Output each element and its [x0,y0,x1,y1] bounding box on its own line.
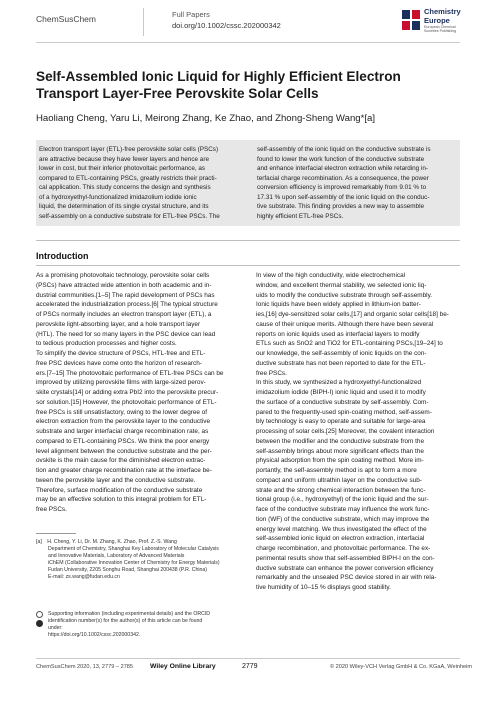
body-line: Therefore, surface modification of the conductive substrate [36,486,203,494]
body-line: between the modifier and the conductive substrate from the [256,437,425,445]
body-line: tional group (i.e., hydroxyethyl) of the ionic liquid and the sur- [256,496,429,504]
footer-citation: ChemSusChem 2020, 13, 2779 – 2785 [36,664,134,670]
abstract-left-column [39,145,241,221]
abstract-line: tive substrate. This finding provides a new way to assemble [257,203,425,210]
journal-name: ChemSusChem [36,14,96,24]
affiliation-label: [a] [36,539,42,545]
body-line: ETLs such as SnO2 and TiO2 for ETL-containing PSCs,[19–24] to [256,340,443,348]
body-line: To simplify the device structure of PSCs, HTL-free and ETL- [36,350,206,357]
abstract-line: highly efficient ETL-free PSCs. [257,212,344,220]
affiliation-line: Fudan University, 2205 Songhu Road, Shanghai 200438 (P.R. China) [48,566,207,573]
body-line: ers.[7–15] The photovoltaic performance of ETL-free PSCs can be [36,369,224,377]
logo-subtitle-line2: Societies Publishing [424,29,457,34]
body-line: physical adsorption from the spin coating method. More im- [256,457,424,465]
affiliation-email[interactable]: E-mail: zs.wang@fudan.edu.cn [48,573,120,580]
abstract-line: cal application. This study concerns the design and synthesis [39,184,211,191]
body-line: charge recombination, and photovoltaic performance. The ex- [256,545,431,552]
doi-link[interactable]: doi.org/10.1002/cssc.202000342 [172,21,281,30]
supporting-info-link[interactable]: https://doi.org/10.1002/cssc.202000342. [48,631,141,638]
abstract-line: Electron transport layer (ETL)-free perovskite solar cells (PSCs) [39,146,219,153]
chemistry-europe-logo-icon [400,8,422,32]
body-right-column [256,271,464,593]
body-left-column [36,271,244,515]
body-line: cause of their unique merits. Although there have been several [256,320,434,328]
body-line: electron extraction from the perovskite layer to the conductive [36,418,211,426]
abstract-line: self-assembly on a conductive substrate for ETL-free PSCs. The [39,212,220,220]
body-line: our knowledge, the self-assembly of ionic liquids on the con- [256,350,427,357]
body-line: reports on ionic liquids used as interfacial layers to modify [256,330,420,338]
page-number: 2779 [242,663,258,670]
footnote-rule [36,533,76,534]
body-line: may be an effective solution to this integral problem for ETL- [36,496,207,504]
chemistry-europe-logo [400,6,474,40]
title-line: Transport Layer-Free Perovskite Solar Cells [36,86,319,101]
supporting-info [36,611,246,639]
body-line: tion and greater charge recombination rate at the interface be- [36,467,212,474]
supporting-info-line: under: [48,624,63,631]
body-line: to tedious production processes and higher costs. [36,340,177,348]
affiliation-line: Department of Chemistry, Shanghai Key Laboratory of Molecular Catalysis [48,545,219,552]
logo-subtitle [424,25,474,33]
body-line: energy level matching. We thus investigated the effect of the [256,525,427,533]
body-line: compared to ETL-containing PSCs. We think the poor energy [36,437,210,445]
footer-publisher[interactable]: Wiley Online Library [150,663,216,670]
body-line: substrate and larger interfacial charge recombination rate, as [36,428,209,435]
body-line: perovskite light-absorbing layer, and a hole transport layer [36,320,201,328]
header-rule [36,42,460,43]
body-line: pared to the frequently-used spin-coating method, self-assem- [256,408,432,416]
body-line: Ionic liquids have been widely applied in lithium-ion batter- [256,301,421,309]
body-line: dustrial communities.[1–5] The rapid development of PSCs has [36,291,215,299]
supporting-info-line: Supporting information (including experimental details) and the ORCID [48,611,211,617]
body-line: accelerated the industrialization process.[6] The typical structure [36,301,218,309]
body-line: ductive substrate has not been reported to date for the ETL- [256,359,426,367]
abstract-line: of a hydroxyethyl-functionalized imidazolium iodide ionic [39,193,197,201]
affiliation-header [36,539,246,546]
body-line: In view of the high conductivity, wide electrochemical [256,272,406,279]
author-list: Haoliang Cheng, Yaru Li, Meirong Zhang, Ke Zhao, and Zhong-Sheng Wang*[a] [36,113,376,124]
abstract-line: self-assembly of the ionic liquid on the conductive substrate is [257,146,431,153]
abstract-line: liquid, the determination of its single crystal structure, and its [39,203,209,210]
article-type: Full Papers [172,10,210,19]
abstract-line: terfacial charge recombination. As a consequence, the power [257,174,429,182]
body-line: tion (WF) of the conductive substrate, which may improve the [256,515,430,523]
body-line: self-assembled ionic liquid on electron extraction, interfacial [256,535,425,543]
abstract-line: found to lower the work function of the conductive substrate [257,155,425,163]
body-line: sor solution.[15] However, the photovoltaic performance of ETL- [36,398,217,406]
abstract-right-column [257,145,459,221]
body-line: tween the perovskite layer and the conductive substrate. [36,476,196,484]
body-line: In this study, we synthesized a hydroxyethyl-functionalized [256,379,422,387]
body-line: level alignment between the conductive substrate and the per- [36,447,212,455]
body-line: bly technology is easy to operate and suitable for large-area [256,418,426,426]
body-line: As a promising photovoltaic technology, perovskite solar cells [36,272,210,279]
abstract-box [36,140,460,226]
body-line: ovskite is the main cause for the diminished electron extrac- [36,457,206,465]
header-divider [143,8,144,36]
body-line: strate and the strong chemical interaction between the func- [256,486,426,494]
affiliation-line: iChEM (Collaborative Innovation Center of Chemistry for Energy Materials) [48,559,220,566]
body-line: the surface of a conductive substrate by self-assembly. Com- [256,398,429,406]
body-line: (HTL). The need for so many layers in the PSC device can lead [36,330,216,338]
footer-copyright: © 2020 Wiley-VCH Verlag GmbH & Co. KGaA, Weinheim [330,664,473,670]
body-line: compact and uniform ultrathin layer on the conductive sub- [256,476,422,484]
body-line: uids to modify the conductive substrate through self-assembly. [256,291,433,299]
body-line: face of the conductive substrate may influence the work func- [256,506,430,513]
section-rule-bottom [36,265,460,266]
section-rule-top [36,240,460,241]
body-line: ies,[16] dye-sensitized solar cells,[17] and organic solar cells[18] be- [256,311,449,318]
body-line: portantly, the self-assembly method is apt to form a more [256,467,417,474]
body-line: free PSCs is still unsatisfactory, owing to the lower degree of [36,408,208,416]
body-line: free PSC devices have come onto the horizon of research- [36,359,202,367]
supporting-info-line: identification number(s) for the author(s) of this article can be found [48,617,203,624]
abstract-line: compared to ETL-containing PSCs, greatly restricts their practi- [39,174,217,182]
body-line: tive humidity of 10–15 % displays good stability. [256,584,391,591]
abstract-line: conversion efficiency is improved remarkably from 9.01 % to [257,184,427,191]
affiliation-footnote [36,539,246,580]
body-line: window, and excellent thermal stability, we selected ionic liq- [256,281,427,289]
logo-name-line2: Europe [424,16,450,25]
title-line: Self-Assembled Ionic Liquid for Highly Efficient Electron [36,69,401,84]
body-line: of PSCs normally includes an electron transport layer (ETL), a [36,311,212,318]
body-line: perimental results show that self-assembled BIPH-I on the con- [256,554,435,562]
body-line: free PSCs. [36,506,67,513]
affiliation-line: and Innovative Materials, Laboratory of Advanced Materials [48,552,185,559]
body-line: processing of solar cells.[25] Moreover, the covalent interaction [256,428,435,435]
article-title [36,68,466,102]
body-line: (PSCs) have attracted wide attention in both academic and in- [36,281,212,289]
section-heading: Introduction [36,251,89,261]
body-line: free PSCs. [256,369,287,377]
body-line: self-assembly brings about more significant effects than the [256,447,424,455]
body-line: imidazolium iodide (BIPH-I) ionic liquid and used it to modify [256,389,426,396]
body-line: remarkably and the unsealed PSC device stored in air with rela- [256,574,437,582]
body-line: improved by utilizing perovskite films with large-sized perov- [36,379,206,387]
logo-subtitle-line1: European Chemical [424,25,456,29]
body-line: skite crystals[14] or adding extra PbI2 into the perovskite precur- [36,389,219,396]
logo-name-line1: Chemistry [424,7,461,16]
abstract-line: and enhance interfacial electron extraction while retarding in- [257,165,429,172]
affiliation-authors: H. Cheng, Y. Li, Dr. M. Zhang, K. Zhao, Prof. Z.-S. Wang [47,539,177,545]
abstract-line: are attractive because they have fewer layers and hence are [39,155,209,163]
abstract-line: lower in cost, but their inferior photovoltaic performance, as [39,165,206,172]
abstract-line: 17.31 % upon self-assembly of the ionic liquid on the conduc- [257,193,430,201]
body-line: ductive substrate can enhance the power conversion efficiency [256,564,434,572]
footer-rule [36,658,460,659]
